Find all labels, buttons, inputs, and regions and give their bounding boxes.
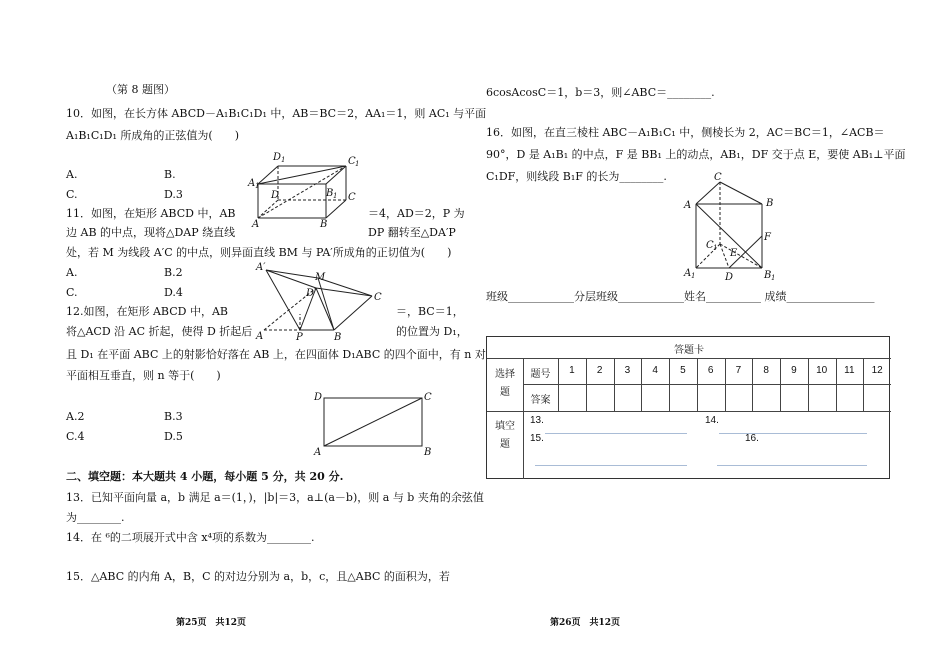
svg-text:1: 1: [255, 182, 260, 190]
q11-line2-right: DP 翻转至△DA′P: [368, 226, 456, 239]
svg-text:A′: A′: [256, 262, 266, 273]
answer-cell-7[interactable]: [725, 385, 753, 411]
q16-prism-figure: [680, 172, 784, 284]
q15: 15．△ABC 的内角 A，B，C 的对边分别为 a，b，c，且△ABC 的面积为，若: [66, 570, 450, 583]
q10-option-b: B.: [164, 168, 176, 181]
svg-text:A: A: [248, 178, 256, 189]
fig8-caption: （第 8 题图）: [106, 83, 175, 96]
q13-line2: 为________.: [66, 511, 125, 524]
question-number-1: 1: [569, 365, 575, 376]
answer-cell-5[interactable]: [669, 385, 697, 411]
svg-text:D: D: [725, 272, 734, 283]
answer-cell-4[interactable]: [641, 385, 669, 411]
q16-line3: C₁DF，则线段 B₁F 的长为________.: [486, 170, 667, 183]
svg-text:D: D: [306, 288, 315, 299]
svg-text:B: B: [320, 219, 328, 230]
right-page-footer: 第26页 共12页: [550, 618, 621, 628]
answer-cell-9[interactable]: [780, 385, 808, 411]
question-number-7: 7: [735, 365, 742, 376]
svg-text:F: F: [764, 232, 771, 243]
answer-card-title: 答题卡: [674, 345, 704, 356]
question-number-9: 9: [791, 365, 797, 376]
svg-text:1: 1: [771, 274, 776, 282]
svg-text:P: P: [296, 332, 303, 343]
svg-text:C: C: [424, 392, 432, 403]
svg-text:C: C: [374, 292, 382, 303]
question-number-2: 2: [596, 365, 603, 376]
question-number-10: 10: [816, 365, 828, 376]
svg-text:1: 1: [691, 272, 696, 280]
svg-text:A: A: [252, 219, 260, 230]
q12-line2-right: 的位置为 D₁，: [396, 325, 468, 338]
svg-text:B: B: [764, 270, 772, 281]
svg-text:A: A: [256, 331, 264, 342]
svg-text:1: 1: [355, 160, 360, 168]
svg-text:1: 1: [713, 244, 718, 252]
q12-option-a: A.2: [66, 410, 85, 423]
svg-text:B: B: [424, 447, 432, 458]
answer-cell-3[interactable]: [614, 385, 642, 411]
q10-option-c: C.: [66, 188, 78, 201]
question-number-6: 6: [707, 365, 714, 376]
fill-15-label: 15.: [530, 433, 544, 444]
q11-option-c: C.: [66, 286, 78, 299]
answer-cell-10[interactable]: [808, 385, 836, 411]
answer-cell-12[interactable]: [863, 385, 891, 411]
q12-line1-right: ＝，BC＝1，: [396, 305, 464, 318]
question-number-12: 12: [871, 365, 883, 376]
q10-cuboid-figure: [246, 148, 358, 228]
q11-line3: 处，若 M 为线段 A′C 的中点，则异面直线 BM 与 PA′所成角的正切值为( ): [66, 246, 452, 259]
section2-heading: 二、填空题：本大题共 4 小题，每小题 5 分，共 20 分.: [66, 470, 344, 483]
q16-line2: 90°，D 是 A₁B₁ 的中点，F 是 BB₁ 上的动点，AB₁，DF 交于点 E，要使 AB₁⊥平面: [486, 148, 906, 161]
q13-line1: 13．已知平面向量 a，b 满足 a＝(1，)，|b|＝3，a⊥(a－b)，则 a 与 b 夹角的余弦值: [66, 491, 484, 504]
svg-text:1: 1: [281, 156, 286, 164]
q10-line1: 10．如图，在长方体 ABCD－A₁B₁C₁D₁ 中，AB＝BC＝2，AA₁＝1，则 AC₁ 与平面: [66, 107, 487, 120]
svg-text:E: E: [730, 248, 738, 259]
q15-continued: 6cosAcosC＝1，b＝3，则∠ABC＝________.: [486, 86, 715, 99]
answer-cell-2[interactable]: [586, 385, 614, 411]
fill-14-blank[interactable]: [719, 433, 867, 434]
svg-text:C: C: [714, 172, 722, 183]
question-number-3: 3: [624, 365, 631, 376]
q10-option-a: A.: [66, 168, 78, 181]
fill-14-label: 14.: [705, 415, 719, 426]
q11-line2-left: 边 AB 的中点，现将△DAP 绕直线: [66, 226, 236, 239]
q16-line1: 16．如图，在直三棱柱 ABC－A₁B₁C₁ 中，侧棱长为 2，AC＝BC＝1，∠ACB＝: [486, 126, 885, 139]
q10-line2: A₁B₁C₁D₁ 所成角的正弦值为( ): [66, 129, 239, 142]
q11-line1-left: 11．如图，在矩形 ABCD 中，AB: [66, 207, 236, 220]
question-number-11: 11: [844, 365, 855, 376]
svg-text:1: 1: [333, 192, 338, 200]
student-info-line[interactable]: 班级____________分层班级____________姓名__________ 成绩________________: [486, 290, 875, 303]
svg-text:M: M: [315, 272, 326, 283]
fill-16-label: 16.: [745, 433, 759, 444]
q11-fold-figure: [254, 258, 386, 342]
q14: 14．在 ⁶的二项展开式中含 x⁴项的系数为________.: [66, 531, 315, 544]
answer-cell-1[interactable]: [558, 385, 586, 411]
answer-label: 答案: [530, 395, 551, 406]
q12-option-b: B.3: [164, 410, 183, 423]
choice-label-2: 题: [500, 387, 510, 398]
answer-cell-11[interactable]: [836, 385, 864, 411]
q11-line1-right: ＝4，AD＝2，P 为: [368, 207, 465, 220]
left-page-footer: 第25页 共12页: [176, 618, 247, 628]
question-number-5: 5: [680, 365, 686, 376]
svg-text:A: A: [684, 268, 692, 279]
answer-card: [486, 336, 890, 479]
fill-13-blank[interactable]: [545, 433, 687, 434]
q12-option-d: D.5: [164, 430, 183, 443]
fill-label-2: 题: [500, 439, 510, 450]
svg-text:D: D: [271, 190, 280, 201]
q11-option-a: A.: [66, 266, 78, 279]
q11-option-d: D.4: [164, 286, 183, 299]
svg-text:B: B: [766, 198, 774, 209]
answer-cell-6[interactable]: [697, 385, 725, 411]
fill-16-blank[interactable]: [717, 465, 867, 466]
svg-text:A: A: [684, 200, 692, 211]
svg-text:C: C: [348, 192, 356, 203]
answer-cell-8[interactable]: [752, 385, 780, 411]
q12-rectangle-figure: [312, 388, 438, 458]
q10-option-d: D.3: [164, 188, 183, 201]
fill-15-blank[interactable]: [535, 465, 687, 466]
question-number-4: 4: [652, 365, 658, 376]
svg-text:A: A: [314, 447, 322, 458]
svg-text:C: C: [348, 156, 356, 167]
q12-line4: 平面相互垂直，则 n 等于( ): [66, 369, 221, 382]
svg-text:D: D: [314, 392, 323, 403]
fill-label-1: 填空: [495, 421, 515, 432]
svg-text:C: C: [706, 240, 714, 251]
svg-text:B: B: [326, 188, 334, 199]
question-number-8: 8: [763, 365, 769, 376]
q11-option-b: B.2: [164, 266, 183, 279]
q12-line1-left: 12.如图，在矩形 ABCD 中，AB: [66, 305, 228, 318]
q12-line2-left: 将△ACD 沿 AC 折起，使得 D 折起后: [66, 325, 253, 338]
q12-option-c: C.4: [66, 430, 85, 443]
q12-line3: 且 D₁ 在平面 ABC 上的射影恰好落在 AB 上，在四面体 D₁ABC 的四个面中，有 n 对: [66, 348, 486, 361]
fill-13-label: 13.: [530, 415, 544, 426]
question-number-label: 题号: [530, 369, 551, 380]
choice-label-1: 选择: [495, 369, 515, 380]
svg-text:D: D: [273, 152, 282, 163]
svg-text:B: B: [334, 332, 342, 343]
